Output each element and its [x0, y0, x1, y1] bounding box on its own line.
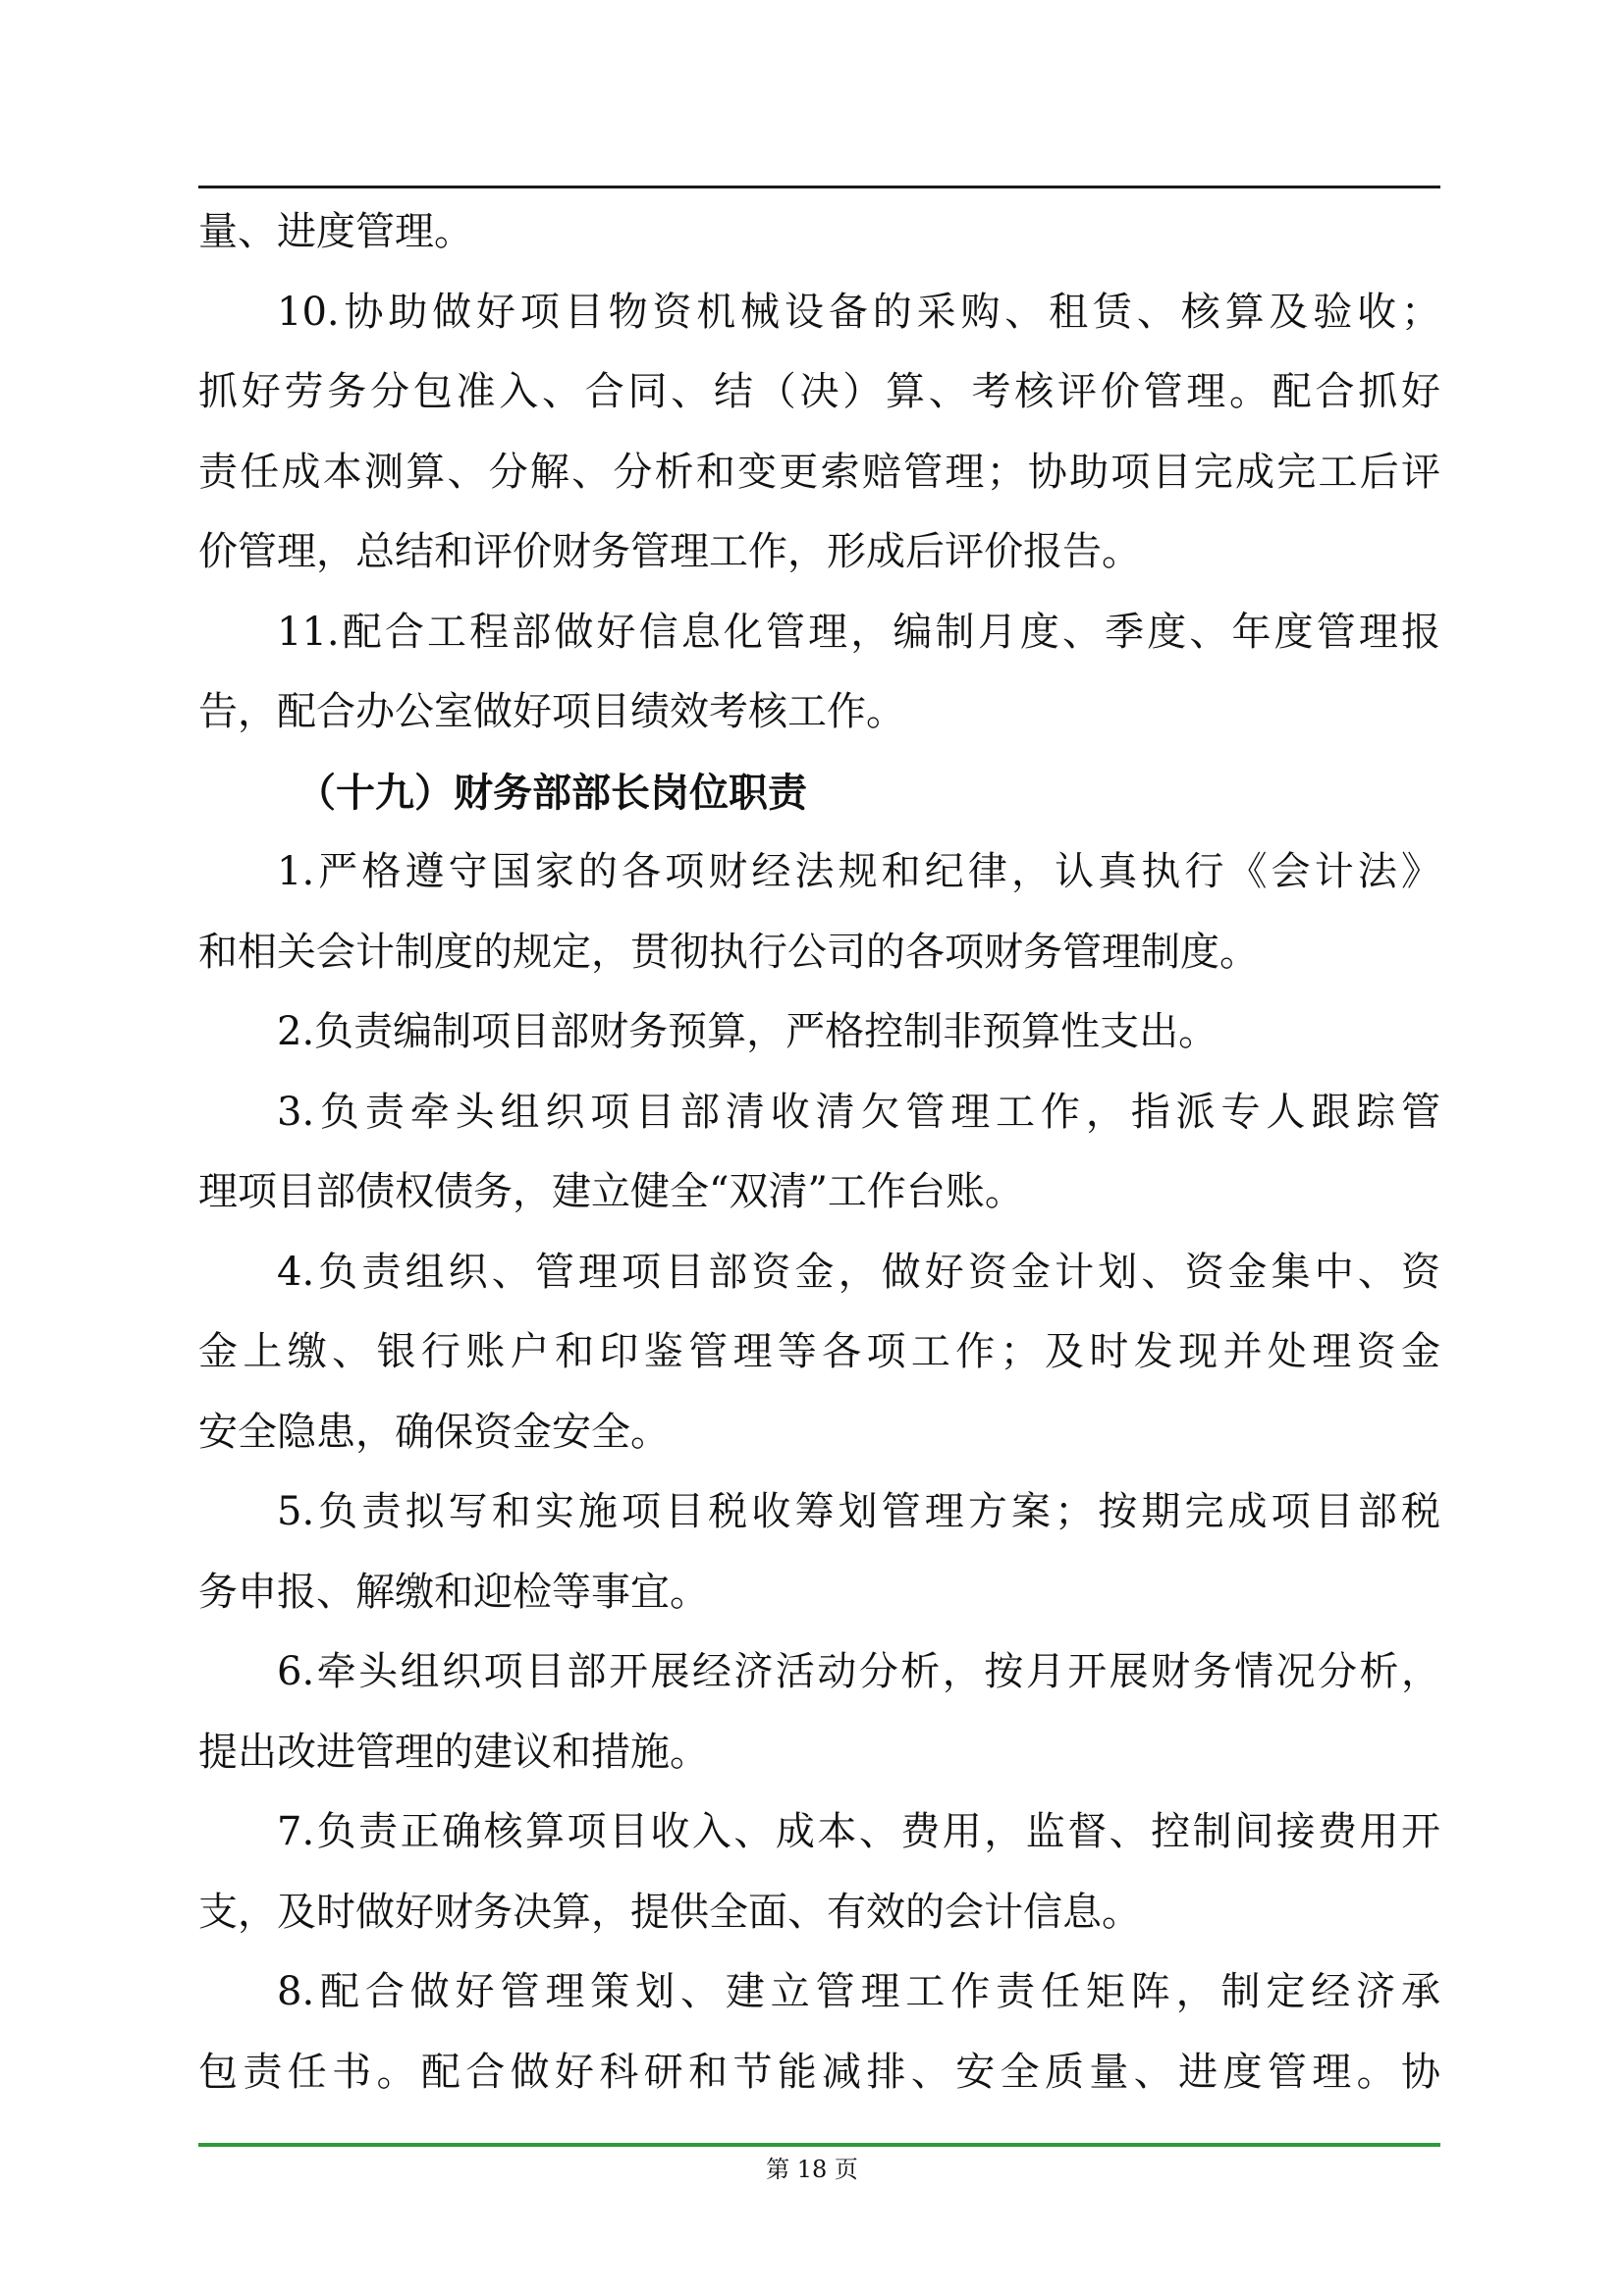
- footer-rule: [198, 2143, 1440, 2147]
- text-line: 抓好劳务分包准入、合同、结（决）算、考核评价管理。配合抓好: [198, 369, 1440, 414]
- section-heading: （十九）财务部部长岗位职责: [297, 769, 807, 816]
- text-line: 和相关会计制度的规定，贯彻执行公司的各项财务管理制度。: [198, 929, 1259, 975]
- text-line: 提出改进管理的建议和措施。: [198, 1729, 709, 1775]
- text-line: 支，及时做好财务决算，提供全面、有效的会计信息。: [198, 1889, 1141, 1935]
- text-line: 4.负责组织、管理项目部资金，做好资金计划、资金集中、资: [277, 1249, 1440, 1295]
- text-line: 理项目部债权债务，建立健全“双清”工作台账。: [198, 1169, 1024, 1214]
- text-line: 量、进度管理。: [198, 209, 473, 254]
- text-line: 2.负责编制项目部财务预算，严格控制非预算性支出。: [277, 1009, 1218, 1054]
- text-line: 11.配合工程部做好信息化管理，编制月度、季度、年度管理报: [277, 609, 1440, 655]
- header-rule: [198, 186, 1440, 188]
- page-number: 第 18 页: [766, 2156, 858, 2183]
- text-line: 金上缴、银行账户和印鉴管理等各项工作；及时发现并处理资金: [198, 1329, 1440, 1374]
- text-line: 价管理，总结和评价财务管理工作，形成后评价报告。: [198, 529, 1141, 574]
- text-line: 10.协助做好项目物资机械设备的采购、租赁、核算及验收；: [277, 289, 1440, 335]
- text-line: 3.负责牵头组织项目部清收清欠管理工作，指派专人跟踪管: [277, 1089, 1440, 1135]
- text-line: 7.负责正确核算项目收入、成本、费用，监督、控制间接费用开: [277, 1809, 1440, 1854]
- text-line: 6.牵头组织项目部开展经济活动分析，按月开展财务情况分析，: [277, 1649, 1440, 1694]
- text-line: 包责任书。配合做好科研和节能减排、安全质量、进度管理。协: [198, 2049, 1440, 2095]
- text-line: 安全隐患，确保资金安全。: [198, 1409, 670, 1455]
- text-line: 务申报、解缴和迎检等事宜。: [198, 1569, 709, 1615]
- text-line: 责任成本测算、分解、分析和变更索赔管理；协助项目完成完工后评: [198, 449, 1440, 495]
- text-line: 8.配合做好管理策划、建立管理工作责任矩阵，制定经济承: [277, 1969, 1440, 2014]
- text-line: 5.负责拟写和实施项目税收筹划管理方案；按期完成项目部税: [277, 1489, 1440, 1534]
- text-line: 告，配合办公室做好项目绩效考核工作。: [198, 689, 905, 734]
- text-line: 1.严格遵守国家的各项财经法规和纪律，认真执行《会计法》: [277, 849, 1440, 894]
- document-body: [198, 192, 1440, 2112]
